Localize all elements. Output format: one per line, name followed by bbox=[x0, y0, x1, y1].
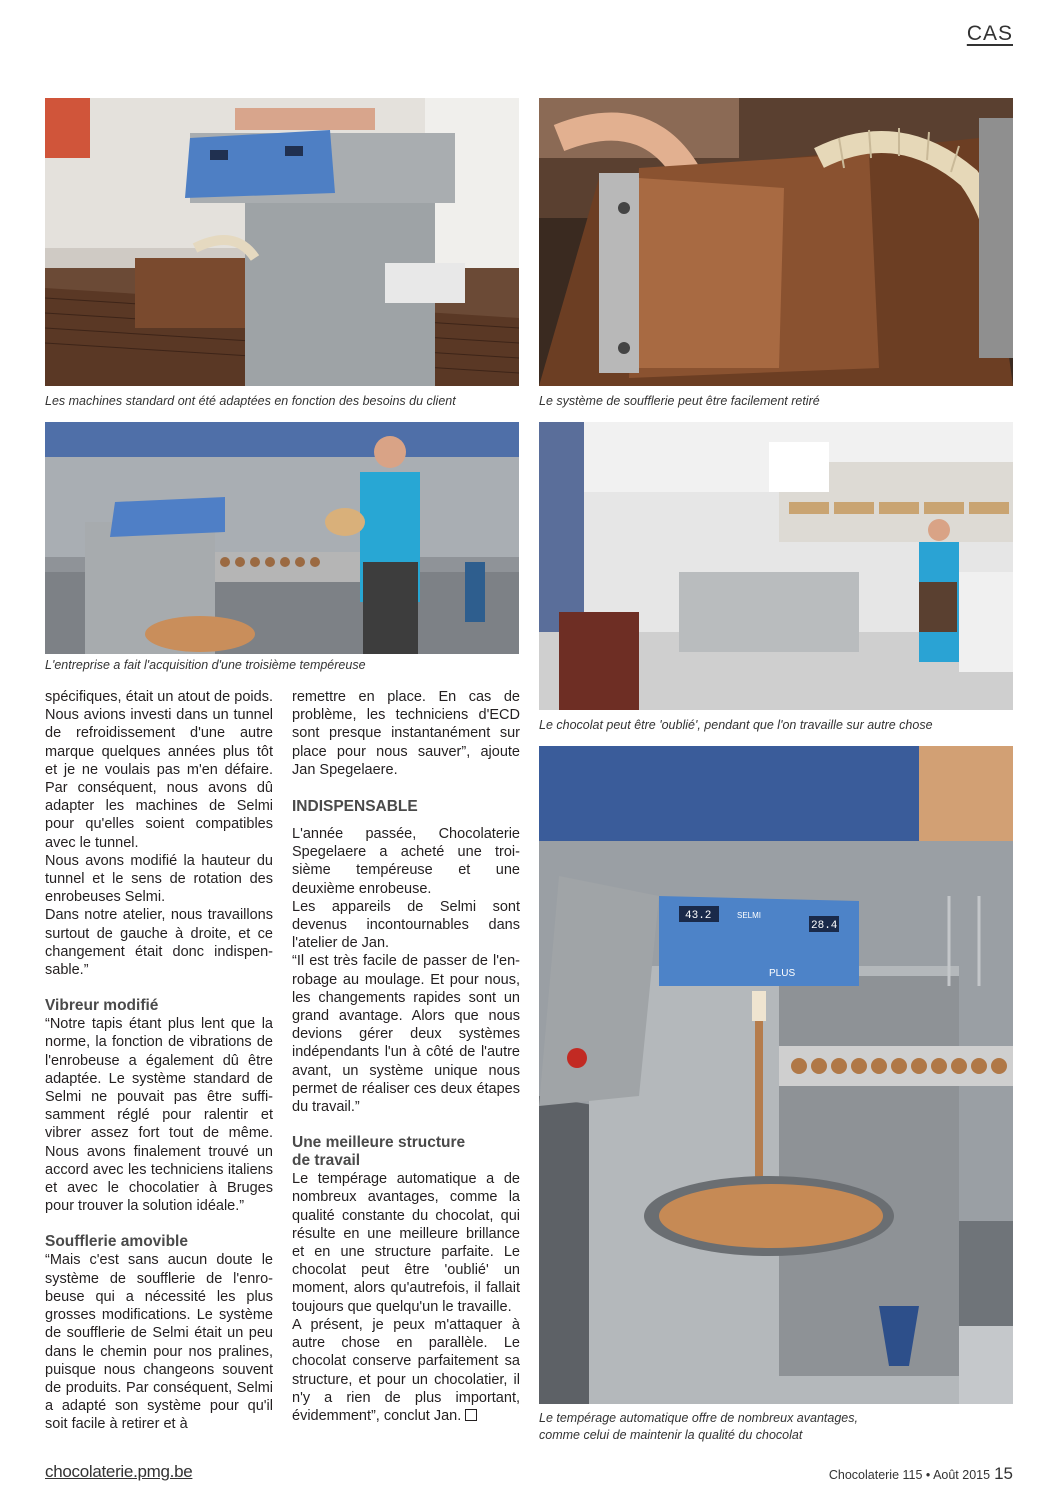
section-tag: CAS bbox=[966, 22, 1013, 45]
display-left-value: 43.2 bbox=[685, 910, 712, 922]
subheading-soufflerie: Soufflerie amovible bbox=[45, 1233, 188, 1251]
paragraph: Nous avons modifié la hauteur du tunnel et le sens de rotation des enrobeuses Selmi. bbox=[45, 852, 273, 906]
subheading-line: de travail bbox=[292, 1152, 361, 1170]
paragraph: remettre en place. En cas de problème, les techniciens d'ECD sont presque instantanément sur place pour nous sauver”, ajoute Jan Spegelaere. bbox=[292, 689, 520, 778]
paragraph: L'année passée, Chocolaterie Spegelaere a acheté une troi-sième tempéreuse et une deuxième enrobeuse. bbox=[292, 826, 520, 897]
paragraph: Le tempérage automatique a de nombreux avantages, comme la qualité constante du chocolat, qui résulte en une meilleure brillance et en une structure parfaite. Le chocolat peut être 'oublié' un moment, alors qu'autrefois, il fallait toujours que quelqu'un le travaille. bbox=[292, 1171, 520, 1315]
article-column-2 bbox=[292, 688, 520, 1425]
machine-model: PLUS bbox=[769, 968, 796, 979]
article-column-1 bbox=[45, 688, 273, 1434]
caption-photo-1: Les machines standard ont été adaptées en fonction des besoins du client bbox=[45, 394, 456, 408]
paragraph: spécifiques, était un atout de poids. Nous avions investi dans un tunnel de refroidissement d'une autre marque quelques années plus tôt et je ne voulais pas m'en défaire. Par conséquent, nous avons dû adapter les machines de Selmi pour qu'elles soient compatibles avec le tunnel. bbox=[45, 689, 273, 851]
footer-website-link[interactable]: chocolaterie.pmg.be bbox=[45, 1462, 193, 1481]
paragraph: Dans notre atelier, nous travaillons surtout de gauche à droite, et ce changement était donc indispen-sable.” bbox=[45, 907, 273, 979]
paragraph: “Notre tapis étant plus lent que la norme, la fonction de vibrations de l'enrobeuse a également dû être adaptée. Le système standard de Selmi ne pouvait pas être suffi-samment réglé pour ralentir et vibrer assez fort tout de même. Nous avons finalement trouvé un accord avec les techniciens italiens et avec le chocolatier à Bruges pour trouver la solution idéale.” bbox=[45, 1016, 273, 1215]
photo-coating-machine bbox=[45, 98, 519, 386]
caption-photo-3: L'entreprise a fait l'acquisition d'une troisième tempéreuse bbox=[45, 658, 366, 672]
caption-photo-4: Le chocolat peut être 'oublié', pendant que l'on travaille sur autre chose bbox=[539, 718, 933, 732]
paragraph: “Mais c'est sans aucun doute le système de soufflerie de l'enro-beuse qui a nécessité les plus grosses modifications. Le système de soufflerie de Selmi était un peu dans le chemin pour nos pralines, puisque nous changeons souvent de produits. Par conséquent, Selmi a adapté son système pour qu'il soit facile à retirer et à bbox=[45, 1252, 273, 1433]
footer-issue bbox=[829, 1464, 1013, 1484]
paragraph-text: A présent, je peux m'attaquer à autre chose en parallèle. Le chocolat conserve parfaitement sa structure, et pour un chocolatier, il n'y a rien de plus important, évidemment”, conclut Jan. bbox=[292, 1316, 520, 1424]
caption-photo-5 bbox=[539, 1410, 858, 1444]
paragraph: “Il est très facile de passer de l'en-robage au moulage. Et pour nous, les changements rapides sont un grand avantage. Alors que nous devions gérer deux systèmes indépendants l'un à côté de l'autre avant, un système unique nous permet de réaliser ces deux étapes du travail.” bbox=[292, 953, 520, 1116]
page-number: 15 bbox=[994, 1464, 1013, 1483]
issue-label: Chocolaterie 115 • Août 2015 bbox=[828, 1468, 991, 1482]
display-right-value: 28.4 bbox=[811, 920, 838, 932]
paragraph: Les appareils de Selmi sont devenus incontournables dans l'atelier de Jan. bbox=[292, 898, 520, 952]
photo-third-tempering-machine bbox=[45, 422, 519, 654]
subheading-line: Une meilleure structure bbox=[292, 1134, 466, 1152]
machine-brand: SELMI bbox=[737, 911, 762, 920]
subheading-vibreur: Vibreur modifié bbox=[45, 997, 159, 1015]
photo-blower-system bbox=[539, 98, 1013, 386]
caption-photo-5-line-2: comme celui de maintenir la qualité du chocolat bbox=[539, 1428, 803, 1442]
caption-photo-5-line-1: Le tempérage automatique offre de nombreux avantages, bbox=[539, 1411, 858, 1425]
photo-tempering-machine bbox=[539, 746, 1013, 1404]
end-mark-icon bbox=[465, 1409, 477, 1421]
caption-photo-2: Le système de soufflerie peut être facilement retiré bbox=[539, 394, 820, 408]
heading-indispensable: INDISPENSABLE bbox=[292, 798, 418, 816]
paragraph-final bbox=[292, 1316, 520, 1425]
photo-workshop bbox=[539, 422, 1013, 710]
subheading-structure bbox=[292, 1134, 520, 1170]
